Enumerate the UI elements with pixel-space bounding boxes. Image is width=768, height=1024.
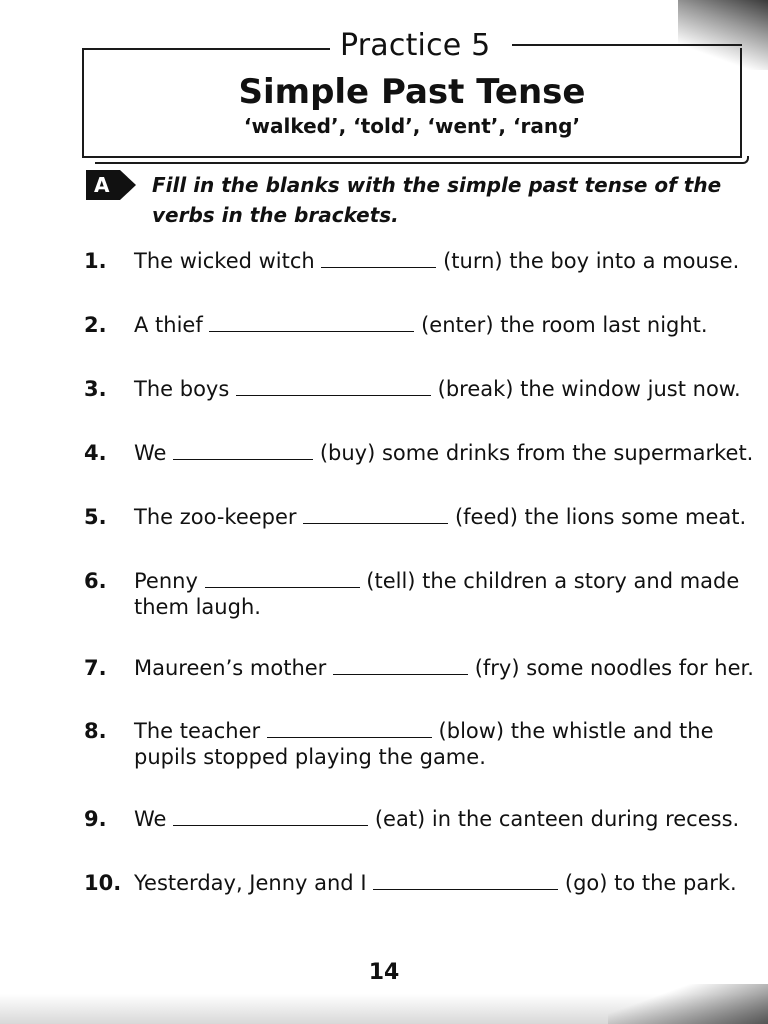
question-text: The boys <box>134 377 230 401</box>
lesson-title: Simple Past Tense <box>238 72 586 112</box>
question-text: (blow) the whistle and the <box>438 719 714 743</box>
question-continuation: them laugh. <box>134 595 261 619</box>
question-text: (eat) in the canteen during recess. <box>374 807 740 831</box>
question-text: Penny <box>134 569 198 593</box>
question-continuation: pupils stopped playing the game. <box>134 745 486 769</box>
section-arrow-icon <box>120 170 136 200</box>
question-text: (buy) some drinks from the supermarket. <box>319 441 754 465</box>
section-badge: A <box>86 170 120 200</box>
question-number: 10. <box>84 871 122 895</box>
question-number: 5. <box>84 505 107 529</box>
header-underline <box>95 156 749 164</box>
question-number: 4. <box>84 441 107 465</box>
question-text: (enter) the room last night. <box>421 313 708 337</box>
answer-blank[interactable] <box>236 377 431 396</box>
answer-blank[interactable] <box>173 807 368 826</box>
answer-blank[interactable] <box>373 871 558 890</box>
answer-blank[interactable] <box>205 569 360 588</box>
instruction-text: Fill in the blanks with the simple past tense of the verbs in the brackets. <box>152 173 722 227</box>
question-text: (go) to the park. <box>564 871 737 895</box>
question-text: We <box>134 441 167 465</box>
question-number: 8. <box>84 719 107 743</box>
question-number: 3. <box>84 377 107 401</box>
question-text: (break) the window just now. <box>437 377 741 401</box>
question-text: (fry) some noodles for her. <box>474 656 754 680</box>
question-text: Yesterday, Jenny and I <box>134 871 367 895</box>
header-rule-right <box>512 44 742 46</box>
question-text: A thief <box>134 313 203 337</box>
question-text: The zoo-keeper <box>134 505 297 529</box>
answer-blank[interactable] <box>173 441 313 460</box>
question-number: 7. <box>84 656 107 680</box>
question-text: We <box>134 807 167 831</box>
question-number: 2. <box>84 313 107 337</box>
practice-label: Practice 5 <box>340 28 491 63</box>
question-number: 1. <box>84 249 107 273</box>
header-rule-left <box>82 48 330 50</box>
question-text: (feed) the lions some meat. <box>454 505 747 529</box>
answer-blank[interactable] <box>303 505 448 524</box>
question-text: (tell) the children a story and made <box>366 569 740 593</box>
question-number: 9. <box>84 807 107 831</box>
page-number: 14 <box>368 960 400 985</box>
question-number: 6. <box>84 569 107 593</box>
page-corner-shadow <box>608 984 768 1024</box>
answer-blank[interactable] <box>333 656 468 675</box>
question-text: The wicked witch <box>134 249 315 273</box>
lesson-examples: ‘walked’, ‘told’, ‘went’, ‘rang’ <box>243 114 581 138</box>
question-text: Maureen’s mother <box>134 656 327 680</box>
question-text: The teacher <box>134 719 261 743</box>
answer-blank[interactable] <box>321 249 436 268</box>
answer-blank[interactable] <box>209 313 414 332</box>
answer-blank[interactable] <box>267 719 432 738</box>
question-text: (turn) the boy into a mouse. <box>443 249 740 273</box>
